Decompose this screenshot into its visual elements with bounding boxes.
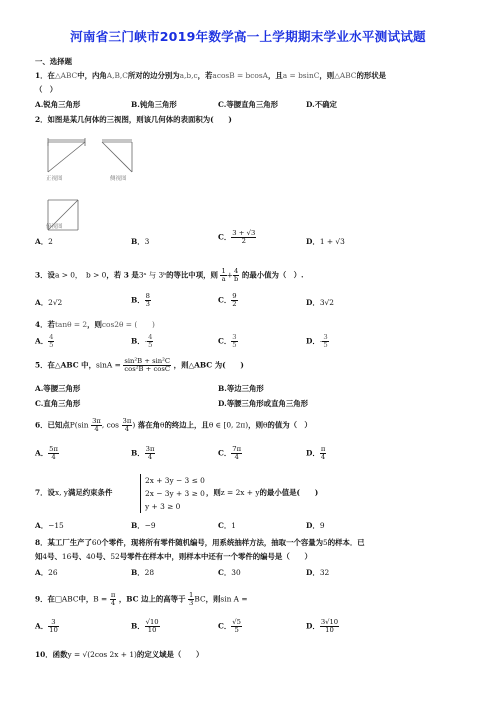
q1-option-b[interactable]: B.钝角三角形 <box>131 100 177 109</box>
question-3-stem: 3．设a > 0， b > 0，若 3 是3ᵃ 与 3ᵇ的等比中项，则 $\frac{1}{a}$ + $\frac{4}{b}$ 的最小值为（ ）. <box>35 267 304 284</box>
q3-fraction-1: $\frac{1}{a}$ <box>221 267 226 284</box>
q3-b-fraction: $\frac{8}{3}$ <box>145 292 150 309</box>
q7-option-c[interactable]: C．1 <box>218 521 236 530</box>
q3-option-c[interactable]: C． $\frac{9}{2}$ <box>218 292 237 309</box>
q9-option-b[interactable]: B． $\frac{√10}{10}$ <box>131 618 159 635</box>
q5-option-b[interactable]: B.等边三角形 <box>218 384 264 393</box>
q6-option-a[interactable]: A． $\frac{5\pi}{4}$ <box>35 445 58 462</box>
question-10-stem: 10．函数y = √(2cos 2x + 1)的定义域是（ ） <box>35 650 204 659</box>
top-view-caption: 俯视图 <box>46 224 63 230</box>
question-1-stem: 1．在△ABC中，内角A,B,C所对的边分别为a,b,c，若acosB = bcosA，且a = bsinC，则△ABC的形状是 <box>35 71 387 80</box>
q2-option-c[interactable]: C． $\frac{3 + √3}{2}$ <box>218 229 256 246</box>
front-view-caption: 正视图 <box>46 176 63 182</box>
q4-option-c[interactable]: C． $\frac{3}{5}$ <box>218 333 237 350</box>
q4-b-fraction: $\frac{4}{5}$ <box>148 333 153 350</box>
question-4-stem: 4．若tanθ = 2，则cos2θ = ( ) <box>35 320 155 329</box>
q6-option-c[interactable]: C． $\frac{7\pi}{4}$ <box>218 445 242 462</box>
q6-b-fraction: $\frac{3\pi}{4}$ <box>145 445 155 462</box>
q7-option-b[interactable]: B．−9 <box>131 521 156 530</box>
q3-option-a[interactable]: A．2√2 <box>35 298 63 307</box>
q1-option-a[interactable]: A.锐角三角形 <box>35 100 81 109</box>
q6-c-fraction: $\frac{7\pi}{4}$ <box>232 445 242 462</box>
q4-d-fraction: $\frac{3}{5}$ <box>323 333 328 350</box>
question-5-stem: 5．在△ABC 中，sinA = $\frac{\text{sin²B + sin²C}}{\text{cos²B + cosC}}$ ，则△ABC 为( ) <box>35 357 244 374</box>
q5-option-a[interactable]: A.等腰三角形 <box>35 384 81 393</box>
q8-option-b[interactable]: B．28 <box>131 568 155 577</box>
exam-title: 河南省三门峡市2019年数学高一上学期期末学业水平测试试题 <box>70 29 426 44</box>
question-1-paren: （ ） <box>35 85 58 94</box>
q6-a-fraction: $\frac{5\pi}{4}$ <box>49 445 58 462</box>
q1-option-d[interactable]: D.不确定 <box>306 100 337 109</box>
q9-c-fraction: $\frac{√5}{5}$ <box>232 618 241 635</box>
q6-option-d[interactable]: D． $\frac{\pi}{4}$ <box>306 445 326 462</box>
q9-option-d[interactable]: D． $\frac{3√10}{10}$ <box>306 618 339 635</box>
q7-constraint-system: 2x + 3y − 3 ≤ 0 2x − 3y + 3 ≥ 0 y + 3 ≥ 0 <box>140 474 205 513</box>
q7-option-a[interactable]: A．−15 <box>35 521 64 530</box>
q9-d-fraction: $\frac{3√10}{10}$ <box>320 618 339 635</box>
question-6-stem: 6．已知点P(sin $\frac{3\pi}{4}$ , cos $\frac{3\pi}{4}$ ) 落在角θ的终边上，且θ ∈ [0, 2π)，则θ的值为（ ） <box>35 417 312 434</box>
q6-d-fraction: $\frac{\pi}{4}$ <box>320 445 326 462</box>
q3-option-d[interactable]: D．3√2 <box>306 298 334 307</box>
q9-b-fraction: $\frac{√10}{10}$ <box>145 618 159 635</box>
q8-option-d[interactable]: D．32 <box>306 568 330 577</box>
side-view-caption: 侧视图 <box>110 176 127 182</box>
section-heading: 一、选择题 <box>35 57 72 66</box>
q2-option-a[interactable]: A．2 <box>35 237 53 246</box>
q8-option-c[interactable]: C．30 <box>218 568 241 577</box>
q3-fraction-2: $\frac{4}{b}$ <box>233 267 239 284</box>
q9-option-a[interactable]: A． $\frac{3}{10}$ <box>35 618 58 635</box>
q9-a-fraction: $\frac{3}{10}$ <box>49 618 58 635</box>
q8-option-a[interactable]: A．26 <box>35 568 58 577</box>
q9-angle-fraction: $\frac{\pi}{4}$ <box>110 591 116 608</box>
q5-option-d[interactable]: D.等腰三角形或直角三角形 <box>218 399 309 408</box>
question-2-stem: 2．如图是某几何体的三视图，则该几何体的表面积为( ) <box>35 115 232 124</box>
q2-option-d[interactable]: D．1 + √3 <box>306 237 345 246</box>
q9-option-c[interactable]: C． $\frac{√5}{5}$ <box>218 618 241 635</box>
q3-option-b[interactable]: B． $\frac{8}{3}$ <box>131 292 150 309</box>
q7-option-d[interactable]: D．9 <box>306 521 325 530</box>
q3-c-fraction: $\frac{9}{2}$ <box>232 292 237 309</box>
three-view-figure <box>40 134 160 237</box>
three-view-drawing <box>40 134 160 234</box>
q1-option-c[interactable]: C.等腰直角三角形 <box>218 100 279 109</box>
q4-a-fraction: $\frac{4}{5}$ <box>49 333 54 350</box>
q2-c-fraction: $\frac{3 + √3}{2}$ <box>232 229 256 246</box>
q2-option-b[interactable]: B．3 <box>131 237 150 246</box>
q4-option-d[interactable]: D．- $\frac{3}{5}$ <box>306 333 328 350</box>
q4-c-fraction: $\frac{3}{5}$ <box>232 333 237 350</box>
question-8-line-2: 知4号、16号、40号、52号零件在样本中，则样本中还有一个零件的编号是（ ） <box>35 552 312 561</box>
question-8-line-1: 8．某工厂生产了60个零件，现将所有零件随机编号，用系统抽样方法，抽取一个容量为5的样本．已 <box>35 538 365 547</box>
q5-fraction: $\frac{\text{sin²B + sin²C}}{\text{cos²B + cosC}}$ <box>124 357 171 374</box>
question-9-stem: 9．在□ABC中，B = $\frac{\pi}{4}$ ，BC 边上的高等于 $\frac{1}{3}$ BC，则sin A = <box>35 591 248 608</box>
q5-option-c[interactable]: C.直角三角形 <box>35 399 81 408</box>
q6-option-b[interactable]: B． $\frac{3\pi}{4}$ <box>131 445 155 462</box>
question-7-objective: ，则z = 2x + y的最小值是( ) <box>206 488 319 497</box>
q6-fraction-1: $\frac{3\pi}{4}$ <box>92 417 101 434</box>
question-7-stem: 7．设x, y满足约束条件 <box>35 488 113 497</box>
q4-option-a[interactable]: A． $\frac{4}{5}$ <box>35 333 54 350</box>
q9-height-fraction: $\frac{1}{3}$ <box>189 591 194 608</box>
q4-option-b[interactable]: B．- $\frac{4}{5}$ <box>131 333 153 350</box>
q6-fraction-2: $\frac{3\pi}{4}$ <box>122 417 132 434</box>
